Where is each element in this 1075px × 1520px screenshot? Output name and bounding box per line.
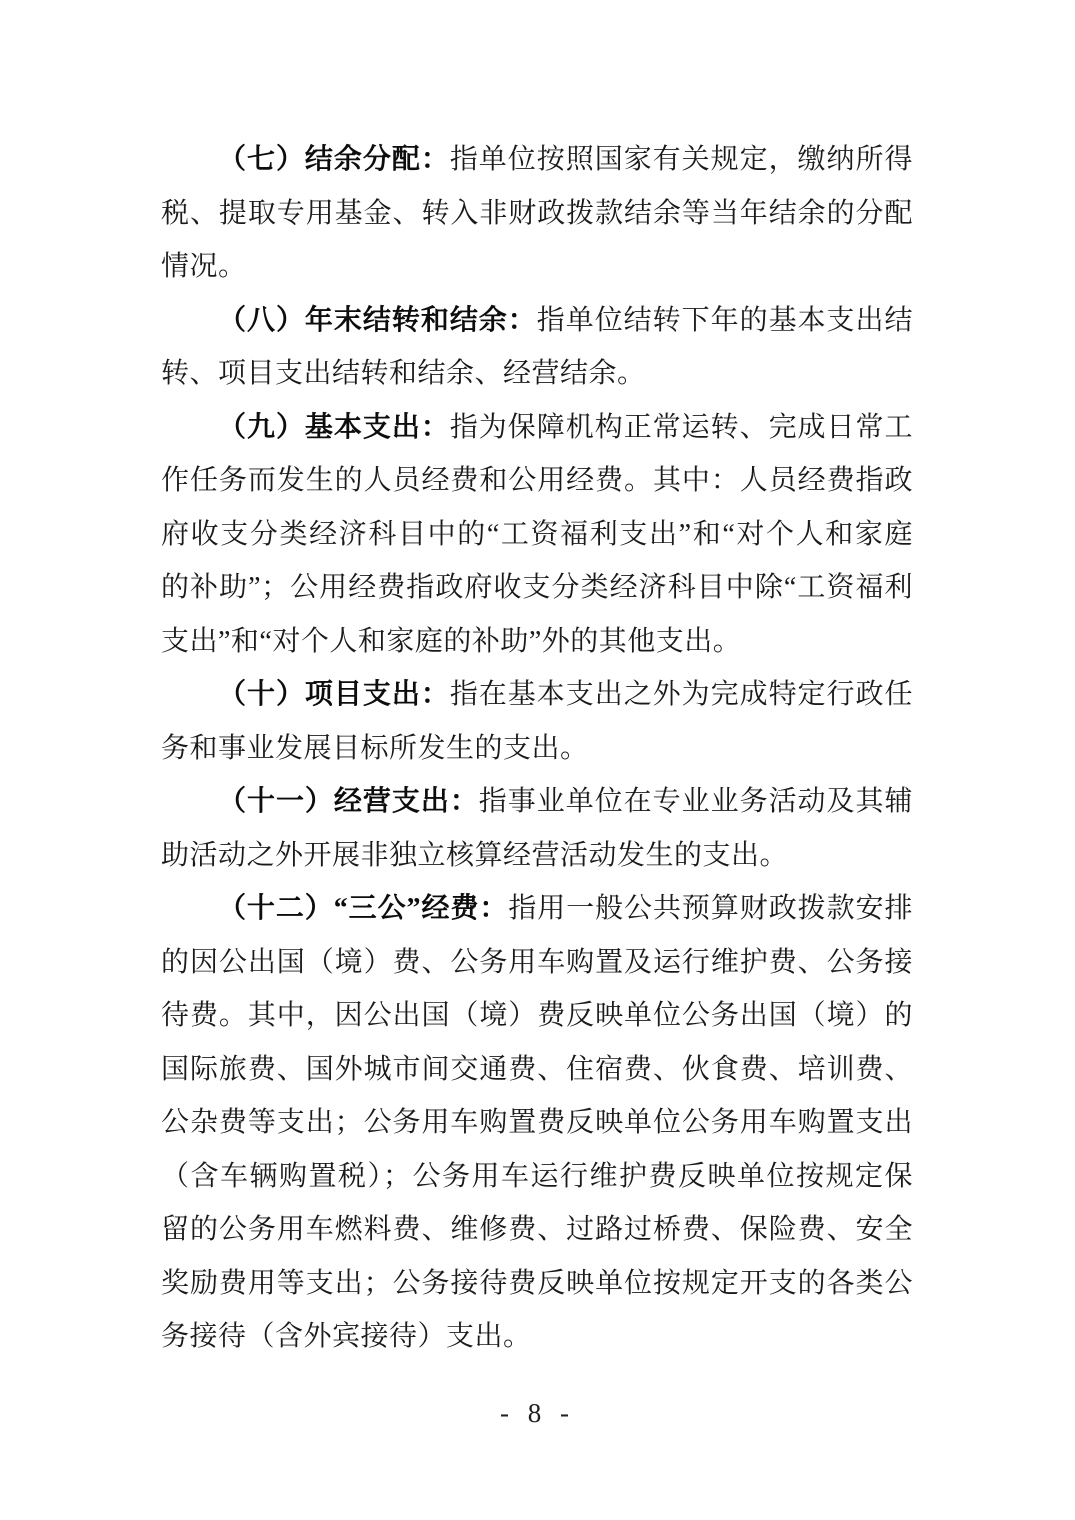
text-line bbox=[161, 508, 913, 562]
text-segment: 国际旅费、国外城市间交通费、住宿费、伙食费、培训费、 bbox=[161, 1053, 913, 1085]
text-segment: 指单位结转下年的基本支出结 bbox=[536, 304, 913, 336]
text-segment: 指为保障机构正常运转、完成日常工 bbox=[449, 411, 913, 443]
text-line bbox=[161, 668, 913, 722]
page-number: - 8 - bbox=[500, 1398, 575, 1428]
text-segment: 奖励费用等支出；公务接待费反映单位按规定开支的各类公 bbox=[161, 1267, 913, 1299]
text-line bbox=[161, 187, 913, 241]
document-body bbox=[161, 133, 913, 1364]
text-line bbox=[161, 294, 913, 348]
text-line bbox=[161, 1257, 913, 1311]
term-label: （十一）经营支出： bbox=[218, 786, 479, 817]
text-segment: 助活动之外开展非独立核算经营活动发生的支出。 bbox=[161, 839, 789, 871]
text-line bbox=[161, 347, 913, 401]
paragraph-item-11-operating-expenditure bbox=[161, 775, 913, 882]
text-segment: 转、项目支出结转和结余、经营结余。 bbox=[161, 358, 646, 389]
term-label: （七）结余分配： bbox=[218, 144, 450, 175]
paragraph-item-10-project-expenditure bbox=[161, 668, 913, 775]
text-segment: 指事业单位在专业业务活动及其辅 bbox=[478, 786, 913, 817]
paragraph-item-7-surplus-distribution bbox=[161, 133, 913, 294]
text-line bbox=[161, 240, 913, 294]
text-line bbox=[161, 936, 913, 990]
text-segment: 留的公务用车燃料费、维修费、过路过桥费、保险费、安全 bbox=[161, 1214, 913, 1245]
text-segment: 务接待（含外宾接待）支出。 bbox=[161, 1321, 532, 1352]
text-segment: 待费。其中，因公出国（境）费反映单位公务出国（境）的 bbox=[161, 1000, 913, 1031]
text-segment: 支出”和“对个人和家庭的补助”外的其他支出。 bbox=[161, 625, 742, 657]
paragraph-item-9-basic-expenditure bbox=[161, 401, 913, 669]
text-segment: 指单位按照国家有关规定，缴纳所得 bbox=[449, 144, 913, 175]
text-line bbox=[161, 561, 913, 615]
text-line bbox=[161, 401, 913, 455]
text-line bbox=[161, 1043, 913, 1097]
text-segment: 指在基本支出之外为完成特定行政任 bbox=[449, 679, 913, 710]
text-segment: 府收支分类经济科目中的“工资福利支出”和“对个人和家庭 bbox=[161, 518, 913, 550]
text-segment: （含车辆购置税）；公务用车运行维护费反映单位按规定保 bbox=[161, 1160, 913, 1192]
text-line bbox=[161, 722, 913, 776]
text-segment: 指用一般公共预算财政拨款安排 bbox=[508, 893, 913, 924]
text-segment: 公杂费等支出；公务用车购置费反映单位公务用车购置支出 bbox=[161, 1107, 913, 1138]
text-line bbox=[161, 1150, 913, 1204]
text-segment: 的因公出国（境）费、公务用车购置及运行维护费、公务接 bbox=[161, 946, 913, 978]
text-segment: 作任务而发生的人员经费和公用经费。其中：人员经费指政 bbox=[161, 465, 913, 496]
text-line bbox=[161, 829, 913, 883]
text-line bbox=[161, 615, 913, 669]
term-label: （八）年末结转和结余： bbox=[218, 304, 537, 336]
text-line bbox=[161, 1096, 913, 1150]
text-line bbox=[161, 1203, 913, 1257]
text-line bbox=[161, 1310, 913, 1364]
text-segment: 的补助”；公用经费指政府收支分类经济科目中除“工资福利 bbox=[161, 572, 913, 603]
term-label: （十二）“三公”经费： bbox=[218, 893, 509, 924]
text-line bbox=[161, 989, 913, 1043]
paragraph-item-8-year-end-carryover bbox=[161, 294, 913, 401]
text-line bbox=[161, 133, 913, 187]
term-label: （九）基本支出： bbox=[218, 411, 450, 443]
page-footer bbox=[0, 1398, 1075, 1429]
text-segment: 税、提取专用基金、转入非财政拨款结余等当年结余的分配 bbox=[161, 197, 913, 229]
text-line bbox=[161, 882, 913, 936]
text-segment: 情况。 bbox=[161, 251, 247, 282]
text-line bbox=[161, 454, 913, 508]
text-line bbox=[161, 775, 913, 829]
paragraph-item-12-three-public-funds bbox=[161, 882, 913, 1364]
text-segment: 务和事业发展目标所发生的支出。 bbox=[161, 732, 589, 764]
term-label: （十）项目支出： bbox=[218, 679, 450, 710]
